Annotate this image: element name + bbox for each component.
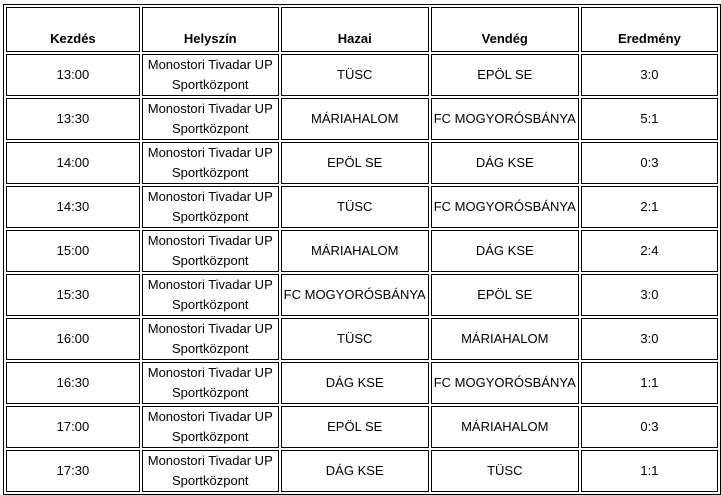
- start-time-cell: 15:30: [6, 274, 140, 316]
- start-time-cell: 16:30: [6, 362, 140, 404]
- table-row: [6, 274, 718, 316]
- home-team-cell: EPÖL SE: [281, 406, 429, 448]
- table-row: [6, 450, 718, 492]
- venue-cell: [142, 98, 279, 140]
- venue-place-line: Sportközpont: [171, 209, 249, 224]
- table-body: [6, 54, 718, 492]
- start-time-cell: 17:30: [6, 450, 140, 492]
- away-team-cell: FC MOGYORÓSBÁNYA: [431, 362, 579, 404]
- column-header-venue: Helyszín: [142, 7, 279, 52]
- table-row: [6, 318, 718, 360]
- venue-cell: [142, 362, 279, 404]
- start-time-cell: 14:00: [6, 142, 140, 184]
- result-cell: 5:1: [581, 98, 718, 140]
- start-time-cell: 15:00: [6, 230, 140, 272]
- start-time-cell: 13:30: [6, 98, 140, 140]
- table-header: [6, 7, 718, 52]
- result-cell: 3:0: [581, 54, 718, 96]
- venue-name-line: Monostori Tivadar UP: [147, 409, 273, 424]
- venue-name-line: Monostori Tivadar UP: [147, 453, 273, 468]
- home-team-cell: TÜSC: [281, 54, 429, 96]
- away-team-cell: DÁG KSE: [431, 230, 579, 272]
- result-cell: 0:3: [581, 406, 718, 448]
- table-row: [6, 230, 718, 272]
- away-team-cell: MÁRIAHALOM: [431, 318, 579, 360]
- venue-name-line: Monostori Tivadar UP: [147, 365, 273, 380]
- venue-place-line: Sportközpont: [171, 165, 249, 180]
- away-team-cell: FC MOGYORÓSBÁNYA: [431, 98, 579, 140]
- venue-place-line: Sportközpont: [171, 297, 249, 312]
- venue-place-line: Sportközpont: [171, 385, 249, 400]
- result-cell: 0:3: [581, 142, 718, 184]
- result-cell: 1:1: [581, 362, 718, 404]
- away-team-cell: EPÖL SE: [431, 54, 579, 96]
- venue-place-line: Sportközpont: [171, 473, 249, 488]
- venue-name-line: Monostori Tivadar UP: [147, 321, 273, 336]
- venue-cell: [142, 406, 279, 448]
- table-row: [6, 142, 718, 184]
- venue-name-line: Monostori Tivadar UP: [147, 101, 273, 116]
- home-team-cell: FC MOGYORÓSBÁNYA: [281, 274, 429, 316]
- venue-cell: [142, 54, 279, 96]
- result-cell: 2:1: [581, 186, 718, 228]
- home-team-cell: MÁRIAHALOM: [281, 98, 429, 140]
- result-cell: 2:4: [581, 230, 718, 272]
- venue-name-line: Monostori Tivadar UP: [147, 189, 273, 204]
- away-team-cell: MÁRIAHALOM: [431, 406, 579, 448]
- home-team-cell: EPÖL SE: [281, 142, 429, 184]
- venue-place-line: Sportközpont: [171, 341, 249, 356]
- table-row: [6, 54, 718, 96]
- table-row: [6, 362, 718, 404]
- venue-place-line: Sportközpont: [171, 429, 249, 444]
- away-team-cell: DÁG KSE: [431, 142, 579, 184]
- away-team-cell: FC MOGYORÓSBÁNYA: [431, 186, 579, 228]
- venue-cell: [142, 186, 279, 228]
- venue-name-line: Monostori Tivadar UP: [147, 145, 273, 160]
- home-team-cell: TÜSC: [281, 318, 429, 360]
- venue-place-line: Sportközpont: [171, 77, 249, 92]
- result-cell: 1:1: [581, 450, 718, 492]
- venue-place-line: Sportközpont: [171, 253, 249, 268]
- column-header-result: Eredmény: [581, 7, 718, 52]
- table-row: [6, 406, 718, 448]
- schedule-table: [3, 4, 721, 495]
- venue-cell: [142, 318, 279, 360]
- away-team-cell: EPÖL SE: [431, 274, 579, 316]
- result-cell: 3:0: [581, 274, 718, 316]
- start-time-cell: 16:00: [6, 318, 140, 360]
- table-row: [6, 186, 718, 228]
- home-team-cell: DÁG KSE: [281, 450, 429, 492]
- match-schedule: [3, 4, 721, 495]
- venue-place-line: Sportközpont: [171, 121, 249, 136]
- venue-cell: [142, 142, 279, 184]
- venue-cell: [142, 230, 279, 272]
- venue-name-line: Monostori Tivadar UP: [147, 233, 273, 248]
- start-time-cell: 14:30: [6, 186, 140, 228]
- venue-cell: [142, 274, 279, 316]
- column-header-home: Hazai: [281, 7, 429, 52]
- table-row: [6, 98, 718, 140]
- home-team-cell: DÁG KSE: [281, 362, 429, 404]
- home-team-cell: MÁRIAHALOM: [281, 230, 429, 272]
- venue-cell: [142, 450, 279, 492]
- away-team-cell: TÜSC: [431, 450, 579, 492]
- header-row: [6, 7, 718, 52]
- start-time-cell: 17:00: [6, 406, 140, 448]
- venue-name-line: Monostori Tivadar UP: [147, 57, 273, 72]
- column-header-away: Vendég: [431, 7, 579, 52]
- venue-name-line: Monostori Tivadar UP: [147, 277, 273, 292]
- start-time-cell: 13:00: [6, 54, 140, 96]
- result-cell: 3:0: [581, 318, 718, 360]
- column-header-start: Kezdés: [6, 7, 140, 52]
- home-team-cell: TÜSC: [281, 186, 429, 228]
